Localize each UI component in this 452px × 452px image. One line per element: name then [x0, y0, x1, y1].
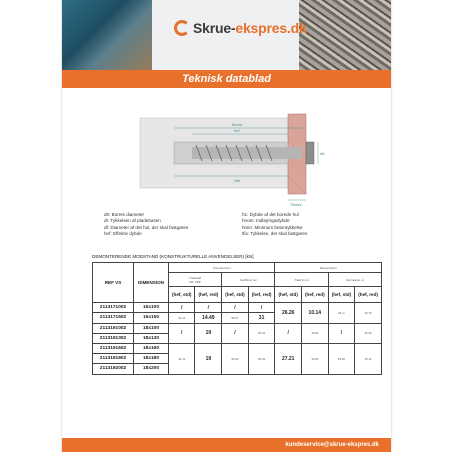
- table-cell: 31.11: [169, 343, 195, 374]
- header: [62, 0, 391, 70]
- table-row: [93, 323, 382, 333]
- table-cell: 27.21: [275, 343, 301, 374]
- table-cell: 2113171502: [93, 313, 134, 323]
- table-cell: 50.04: [248, 343, 275, 374]
- table-cell: 2113191602: [93, 343, 134, 353]
- table-cell: 2113191802: [93, 354, 134, 364]
- col-hef-red: (hef, red): [195, 287, 222, 303]
- table-cell: 2113191002: [93, 323, 134, 333]
- datasheet-page: [62, 0, 391, 452]
- table-cell: 31.11: [169, 313, 195, 323]
- table-cell: 56.57: [222, 313, 248, 323]
- table-cell: /: [169, 303, 195, 313]
- col-hef-red: (hef, red): [355, 287, 382, 303]
- legend-item: tfix: Tykkelse, der skal fastgøres: [242, 230, 308, 236]
- brand-name: Skrue-ekspres.dk: [193, 20, 307, 36]
- table-cell: 10.14: [301, 303, 328, 323]
- sub-shear-uncracked: Ved Brud, ssr: [222, 273, 275, 287]
- sub-tension-uncracked: Trækkraft FR, NRP: [169, 273, 222, 287]
- legend-item: h1: Dybde af det borede hul: [242, 212, 299, 217]
- logo-mark-icon: [174, 20, 190, 36]
- table-cell: 16x100: [134, 303, 169, 313]
- legend-item: hnom: Indlejringsdybde: [242, 218, 290, 224]
- header-photo-screws: [299, 0, 391, 70]
- legend-item: hmin: Minimum betontykkelse: [242, 224, 303, 230]
- table-cell: 26.26: [275, 303, 301, 323]
- table-cell: 26.xx: [328, 303, 354, 323]
- table-cell: 16x150: [134, 313, 169, 323]
- table-cell: 14.49: [195, 313, 222, 323]
- table-cell: 2113192002: [93, 364, 134, 374]
- table-cell: 19: [195, 323, 222, 343]
- table-cell: 19: [195, 343, 222, 374]
- svg-text:Tfixture: Tfixture: [290, 203, 302, 207]
- col-hef-std: (hef, std): [328, 287, 354, 303]
- table-cell: /: [222, 303, 248, 313]
- table-cell: 2113191302: [93, 333, 134, 343]
- table-cell: /: [169, 323, 195, 343]
- svg-text:hnom: hnom: [232, 122, 243, 127]
- table-cell: 18x200: [134, 364, 169, 374]
- table-cell: 50.04: [248, 323, 275, 343]
- legend-right: [242, 212, 307, 237]
- table-cell: 31: [248, 313, 275, 323]
- table-title: DEMONTERENDE MODSTAND (KONSTRUKTURELLE ANVENDELSER) [kN]: [92, 254, 254, 259]
- table-cell: 18x130: [134, 333, 169, 343]
- group-cracked: Revnet beton: [275, 263, 382, 273]
- table-cell: 53.00: [328, 343, 354, 374]
- table-cell: 19.00: [301, 343, 328, 374]
- brand-logo: [174, 20, 307, 36]
- svg-text:Hef: Hef: [234, 178, 241, 183]
- col-hef-std: (hef, std): [222, 287, 248, 303]
- table-cell: 18x100: [134, 323, 169, 333]
- table-cell: 53.42: [222, 343, 248, 374]
- sub-tension-cracked: Træk frit, kr: [275, 273, 328, 287]
- table-cell: /: [248, 303, 275, 313]
- legend-item: df: Diameter af det hul, der skal fastgøres: [104, 224, 189, 230]
- col-hef-std: (hef, std): [169, 287, 195, 303]
- svg-text:hef: hef: [234, 128, 240, 133]
- col-ref: REF VS: [93, 263, 134, 303]
- table-row: [93, 303, 382, 313]
- legend-item: hef: Effektiv dybde: [104, 230, 142, 236]
- resistance-table: [92, 262, 382, 375]
- col-hef-std: (hef, std): [275, 287, 301, 303]
- sub-shear-cracked: Ved skæret, sr: [328, 273, 381, 287]
- legend-left: [104, 212, 188, 237]
- table-cell: 23.70: [355, 303, 382, 323]
- group-uncracked: Urevnet beton: [169, 263, 275, 273]
- page-title-banner: Teknisk datablad: [62, 70, 391, 88]
- table-cell: /: [275, 323, 301, 343]
- col-dimension: DIMENSION: [134, 263, 169, 303]
- table-cell: /: [328, 323, 354, 343]
- table-cell: /: [222, 323, 248, 343]
- table-cell: 19.00: [301, 323, 328, 343]
- header-photo-tools: [62, 0, 152, 70]
- table-cell: 35.06: [355, 323, 382, 343]
- footer-email[interactable]: kundeservice@skrue-ekspres.dk: [62, 438, 391, 452]
- col-hef-red: (hef, red): [301, 287, 328, 303]
- svg-text:d0: d0: [320, 151, 325, 156]
- table-cell: 18x180: [134, 354, 169, 364]
- table-cell: 2113171002: [93, 303, 134, 313]
- legend-item: dt: Tykkelsen af pladebasen: [104, 218, 161, 224]
- table-row: [93, 343, 382, 353]
- anchor-diagram: [122, 100, 332, 210]
- col-hef-red: (hef, red): [248, 287, 275, 303]
- legend-item: d0: Borets diameter: [104, 212, 145, 217]
- table-cell: 18x160: [134, 343, 169, 353]
- table-cell: 35.11: [355, 343, 382, 374]
- table-cell: /: [195, 303, 222, 313]
